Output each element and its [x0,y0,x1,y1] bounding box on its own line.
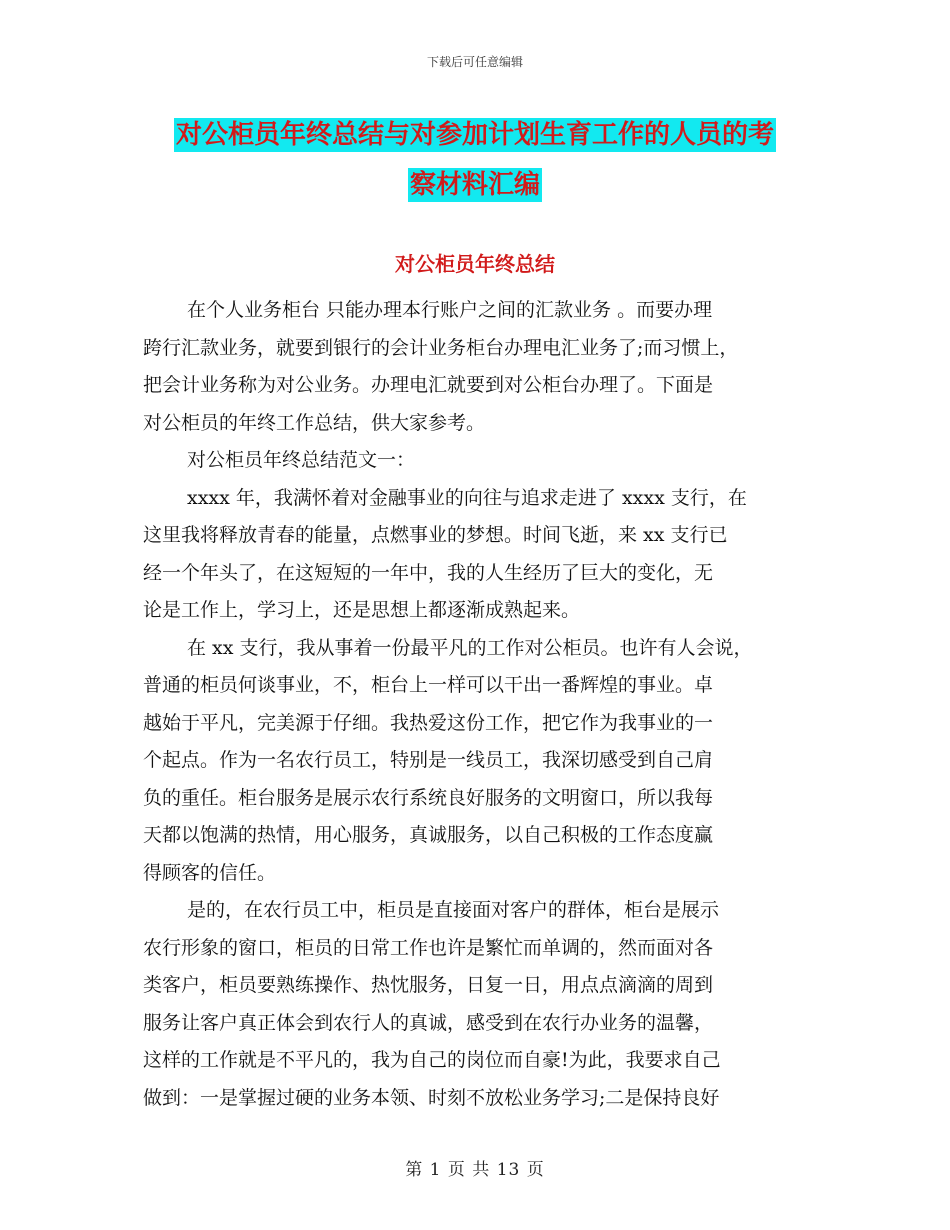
paragraph-sample-heading [143,442,823,480]
text-line: 对公柜员年终总结范文一： [187,449,416,471]
text-line: 论是工作上，学习上，还是思想上都逐渐成熟起来。 [143,599,581,621]
paragraph-3 [143,892,823,1117]
text-line: 在个人业务柜台 只能办理本行账户之间的汇款业务 。而要办理 [187,299,713,321]
text-line: 这样的工作就是不平凡的，我为自己的岗位而自豪!为此，我要求自己 [143,1049,721,1071]
text-line: 这里我将释放青春的能量，点燃事业的梦想。时间飞逝，来 xx 支行已 [143,524,728,546]
document-title [0,110,950,210]
page-header-note: 下载后可任意编辑 [426,55,523,69]
text-line: 做到：一是掌握过硬的业务本领、时刻不放松业务学习;二是保持良好 [143,1086,720,1109]
text-line: 跨行汇款业务，就要到银行的会计业务柜台办理电汇业务了;而习惯上， [143,336,739,359]
section-title: 对公柜员年终总结 [395,252,555,276]
body-text [143,292,823,1117]
text-line: 得顾客的信任。 [143,861,277,884]
text-line: 个起点。作为一名农行员工，特别是一线员工，我深切感受到自己肩 [143,749,714,771]
text-line: 把会计业务称为对公业务。办理电汇就要到对公柜台办理了。下面是 [143,374,714,396]
document-title-line-2: 察材料汇编 [409,170,540,200]
text-line: 是的，在农行员工中，柜员是直接面对客户的群体，柜台是展示 [187,899,720,921]
text-line: 越始于平凡，完美源于仔细。我热爱这份工作，把它作为我事业的一 [143,711,714,734]
text-line: 农行形象的窗口，柜员的日常工作也许是繁忙而单调的，然而面对各 [143,936,714,959]
paragraph-1 [143,480,823,630]
text-line: 普通的柜员何谈事业，不，柜台上一样可以干出一番辉煌的事业。卓 [143,674,714,696]
text-line: 对公柜员的年终工作总结，供大家参考。 [143,411,486,434]
document-title-line-1: 对公柜员年终总结与对参加计划生育工作的人员的考 [175,120,774,150]
text-line: 经一个年头了，在这短短的一年中，我的人生经历了巨大的变化，无 [143,561,714,584]
text-line: 天都以饱满的热情，用心服务，真诚服务，以自己积极的工作态度赢 [143,824,714,846]
text-line: 在 xx 支行，我从事着一份最平凡的工作对公柜员。也许有人会说， [187,636,753,659]
paragraph-2 [143,630,823,893]
text-line: 负的重任。柜台服务是展示农行系统良好服务的文明窗口，所以我每 [143,786,714,809]
text-line: 服务让客户真正体会到农行人的真诚，感受到在农行办业务的温馨， [143,1011,714,1034]
paragraph-intro [143,292,823,442]
text-line: xxxx 年，我满怀着对金融事业的向往与追求走进了 xxxx 支行，在 [187,486,747,509]
page-number-footer: 第 1 页 共 13 页 [405,1160,545,1180]
text-line: 类客户，柜员要熟练操作、热忱服务，日复一日，用点点滴滴的周到 [143,974,714,996]
